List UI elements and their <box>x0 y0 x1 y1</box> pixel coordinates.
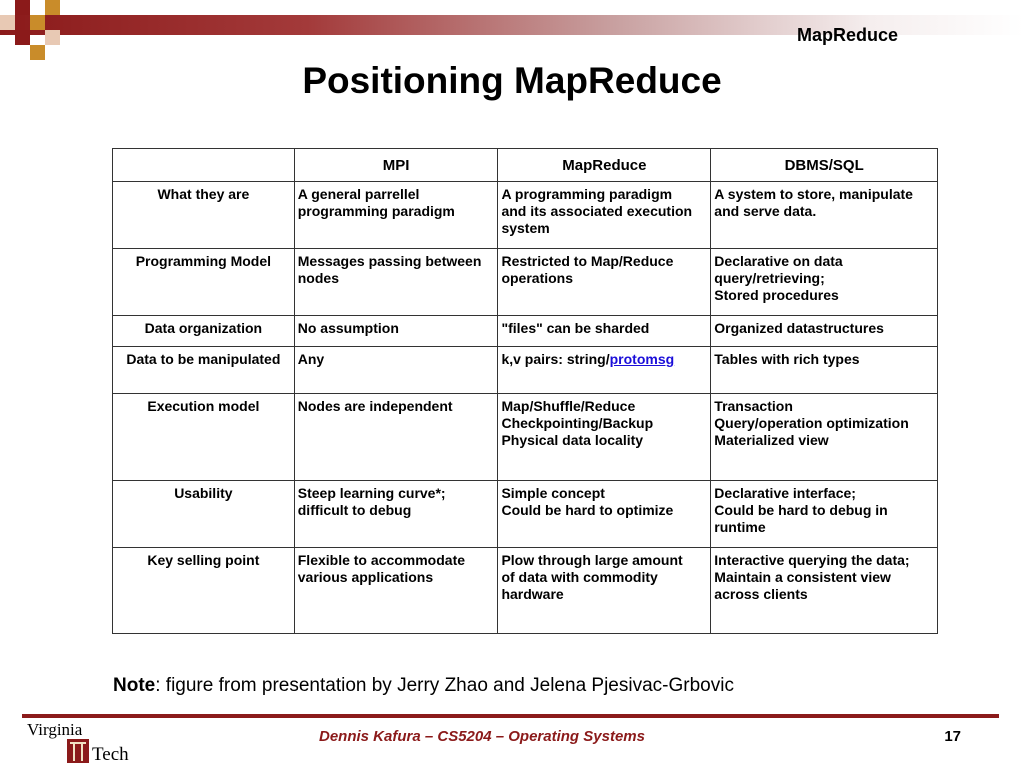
table-row <box>113 182 938 249</box>
table-cell: Plow through large amount of data with commodity hardware <box>498 548 711 634</box>
table-cell: Simple concept Could be hard to optimize <box>498 481 711 548</box>
virginia-tech-logo <box>25 720 135 766</box>
row-label: Data to be manipulated <box>113 347 295 394</box>
table-row <box>113 249 938 316</box>
logo-text-top: Virginia <box>27 720 83 739</box>
table-cell: Any <box>294 347 498 394</box>
table-cell: A general parrellel programming paradigm <box>294 182 498 249</box>
table-row <box>113 548 938 634</box>
table-cell: A programming paradigm and its associated execution system <box>498 182 711 249</box>
table-cell: Messages passing between nodes <box>294 249 498 316</box>
protomsg-link[interactable]: protomsg <box>609 351 675 367</box>
row-label: Programming Model <box>113 249 295 316</box>
table-cell: Organized datastructures <box>711 316 938 347</box>
table-header-cell <box>113 149 295 182</box>
note-label: Note <box>113 675 156 696</box>
table-cell: Declarative on data query/retrieving; Stored procedures <box>711 249 938 316</box>
table-cell: "files" can be sharded <box>498 316 711 347</box>
logo-text-bottom: Tech <box>92 744 129 765</box>
row-label: Usability <box>113 481 295 548</box>
table-header-cell: DBMS/SQL <box>711 149 938 182</box>
corner-square <box>30 15 45 30</box>
page-number: 17 <box>944 728 961 745</box>
table-cell: Tables with rich types <box>711 347 938 394</box>
table-row <box>113 481 938 548</box>
comparison-table <box>112 148 938 634</box>
table-cell: Declarative interface; Could be hard to debug in runtime <box>711 481 938 548</box>
table-cell: Map/Shuffle/Reduce Checkpointing/Backup Physical data locality <box>498 394 711 481</box>
corner-square <box>45 30 60 45</box>
note-text: : figure from presentation by Jerry Zhao and Jelena Pjesivac-Grbovic <box>155 675 734 696</box>
corner-square <box>15 0 30 15</box>
table-cell: No assumption <box>294 316 498 347</box>
corner-square <box>0 15 15 30</box>
table-row <box>113 394 938 481</box>
source-note <box>113 675 734 697</box>
row-label: Data organization <box>113 316 295 347</box>
table-cell: Restricted to Map/Reduce operations <box>498 249 711 316</box>
footer-rule <box>22 714 999 718</box>
row-label: Execution model <box>113 394 295 481</box>
footer-text: Dennis Kafura – CS5204 – Operating Systems <box>319 728 645 745</box>
row-label: What they are <box>113 182 295 249</box>
table-header-cell: MapReduce <box>498 149 711 182</box>
slide-title: Positioning MapReduce <box>302 60 722 101</box>
table-row <box>113 347 938 394</box>
table-cell: Steep learning curve*; difficult to debug <box>294 481 498 548</box>
table-cell <box>498 347 711 394</box>
table-cell: Interactive querying the data; Maintain a consistent view across clients <box>711 548 938 634</box>
table-cell: Flexible to accommodate various applications <box>294 548 498 634</box>
corner-square <box>30 45 45 60</box>
table-cell: Transaction Query/operation optimization Materialized view <box>711 394 938 481</box>
table-cell: A system to store, manipulate and serve data. <box>711 182 938 249</box>
table-header-cell: MPI <box>294 149 498 182</box>
table-row <box>113 316 938 347</box>
cell-text: k,v pairs: string/ <box>501 351 610 367</box>
corner-square <box>15 30 30 45</box>
table-header-row <box>113 149 938 182</box>
corner-square <box>45 0 60 15</box>
table-cell: Nodes are independent <box>294 394 498 481</box>
row-label: Key selling point <box>113 548 295 634</box>
section-label: MapReduce <box>796 25 898 45</box>
